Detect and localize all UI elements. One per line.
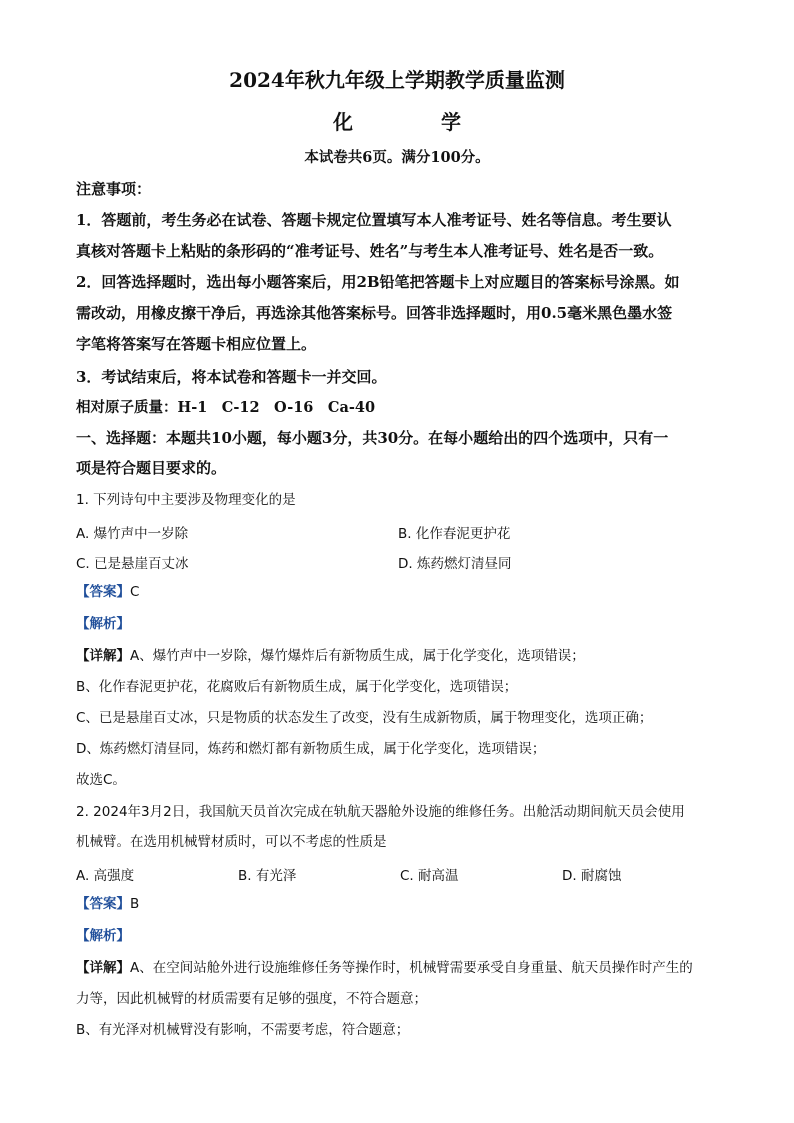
notice-line: 字笔将答案写在答题卡相应位置上。	[76, 335, 317, 353]
q1-option-d: D. 炼药燃灯清昼同	[398, 556, 512, 572]
exam-title: 2024年秋九年级上学期教学质量监测	[229, 68, 565, 92]
answer-label: 【答案】	[76, 896, 130, 912]
section-heading: 项是符合题目要求的。	[76, 459, 227, 477]
notice-line: 2．回答选择题时，选出每小题答案后，用2B铅笔把答题卡上对应题目的答案标号涂黑。如	[76, 273, 680, 291]
q2-option-c: C. 耐高温	[400, 868, 459, 884]
detail-text: A、爆竹声中一岁除，爆竹爆炸后有新物质生成，属于化学变化，选项错误；	[130, 648, 585, 664]
q1-detail-line: C、已是悬崖百丈冰，只是物质的状态发生了改变，没有生成新物质，属于物理变化，选项正确；	[76, 710, 653, 726]
notice-line: 1．答题前，考生务必在试卷、答题卡规定位置填写本人准考证号、姓名等信息。考生要认	[76, 211, 672, 229]
q1-answer	[76, 582, 720, 602]
q1-detail-line: D、炼药燃灯清昼同，炼药和燃灯都有新物质生成，属于化学变化，选项错误；	[76, 741, 546, 757]
detail-label: 【详解】	[76, 960, 130, 976]
q1-detail-line: 故选C。	[76, 772, 126, 788]
answer-label: 【答案】	[76, 584, 130, 600]
q2-detail-line: 力等，因此机械臂的材质需要有足够的强度，不符合题意；	[76, 991, 427, 1007]
analysis-label: 【解析】	[76, 616, 130, 632]
notice-heading: 注意事项：	[76, 180, 152, 198]
q2-option-b: B. 有光泽	[238, 868, 297, 884]
q1-detail-line: B、化作春泥更护花，花腐败后有新物质生成，属于化学变化，选项错误；	[76, 679, 518, 695]
q1-analysis	[76, 614, 720, 634]
section-heading: 一、选择题：本题共10小题，每小题3分，共30分。在每小题给出的四个选项中，只有一	[76, 429, 669, 447]
question-2-stem: 机械臂。在选用机械臂材质时，可以不考虑的性质是	[76, 834, 387, 850]
q2-detail	[76, 958, 720, 978]
q2-detail-line: B、有光泽对机械臂没有影响，不需要考虑，符合题意；	[76, 1022, 410, 1038]
notice-line: 需改动，用橡皮擦干净后，再选涂其他答案标号。回答非选择题时，用0.5毫米黑色墨水签	[76, 304, 673, 322]
notice-line: 真核对答题卡上粘贴的条形码的“准考证号、姓名”与考生本人准考证号、姓名是否一致。	[76, 242, 664, 260]
analysis-label: 【解析】	[76, 928, 130, 944]
q2-option-d: D. 耐腐蚀	[562, 868, 622, 884]
answer-value: B	[130, 896, 140, 912]
q2-analysis	[76, 926, 720, 946]
q1-option-c: C. 已是悬崖百丈冰	[76, 556, 189, 572]
subject-title: 化 学	[333, 110, 495, 134]
answer-value: C	[130, 584, 140, 600]
detail-label: 【详解】	[76, 648, 130, 664]
q2-answer	[76, 894, 720, 914]
q2-option-a: A. 高强度	[76, 868, 135, 884]
detail-text: A、在空间站舱外进行设施维修任务等操作时，机械臂需要承受自身重量、航天员操作时产生的	[130, 960, 693, 976]
question-1-stem: 1. 下列诗句中主要涉及物理变化的是	[76, 492, 296, 508]
notice-line: 3．考试结束后，将本试卷和答题卡一并交回。	[76, 368, 387, 386]
q1-option-a: A. 爆竹声中一岁除	[76, 526, 189, 542]
q1-option-b: B. 化作春泥更护花	[398, 526, 511, 542]
q1-detail	[76, 646, 720, 666]
atomic-mass: 相对原子质量：H-1 C-12 O-16 Ca-40	[76, 399, 376, 416]
question-2-stem: 2. 2024年3月2日，我国航天员首次完成在轨航天器舱外设施的维修任务。出舱活动期间航天员会使用	[76, 804, 685, 820]
exam-info: 本试卷共6页。满分100分。	[304, 149, 490, 166]
